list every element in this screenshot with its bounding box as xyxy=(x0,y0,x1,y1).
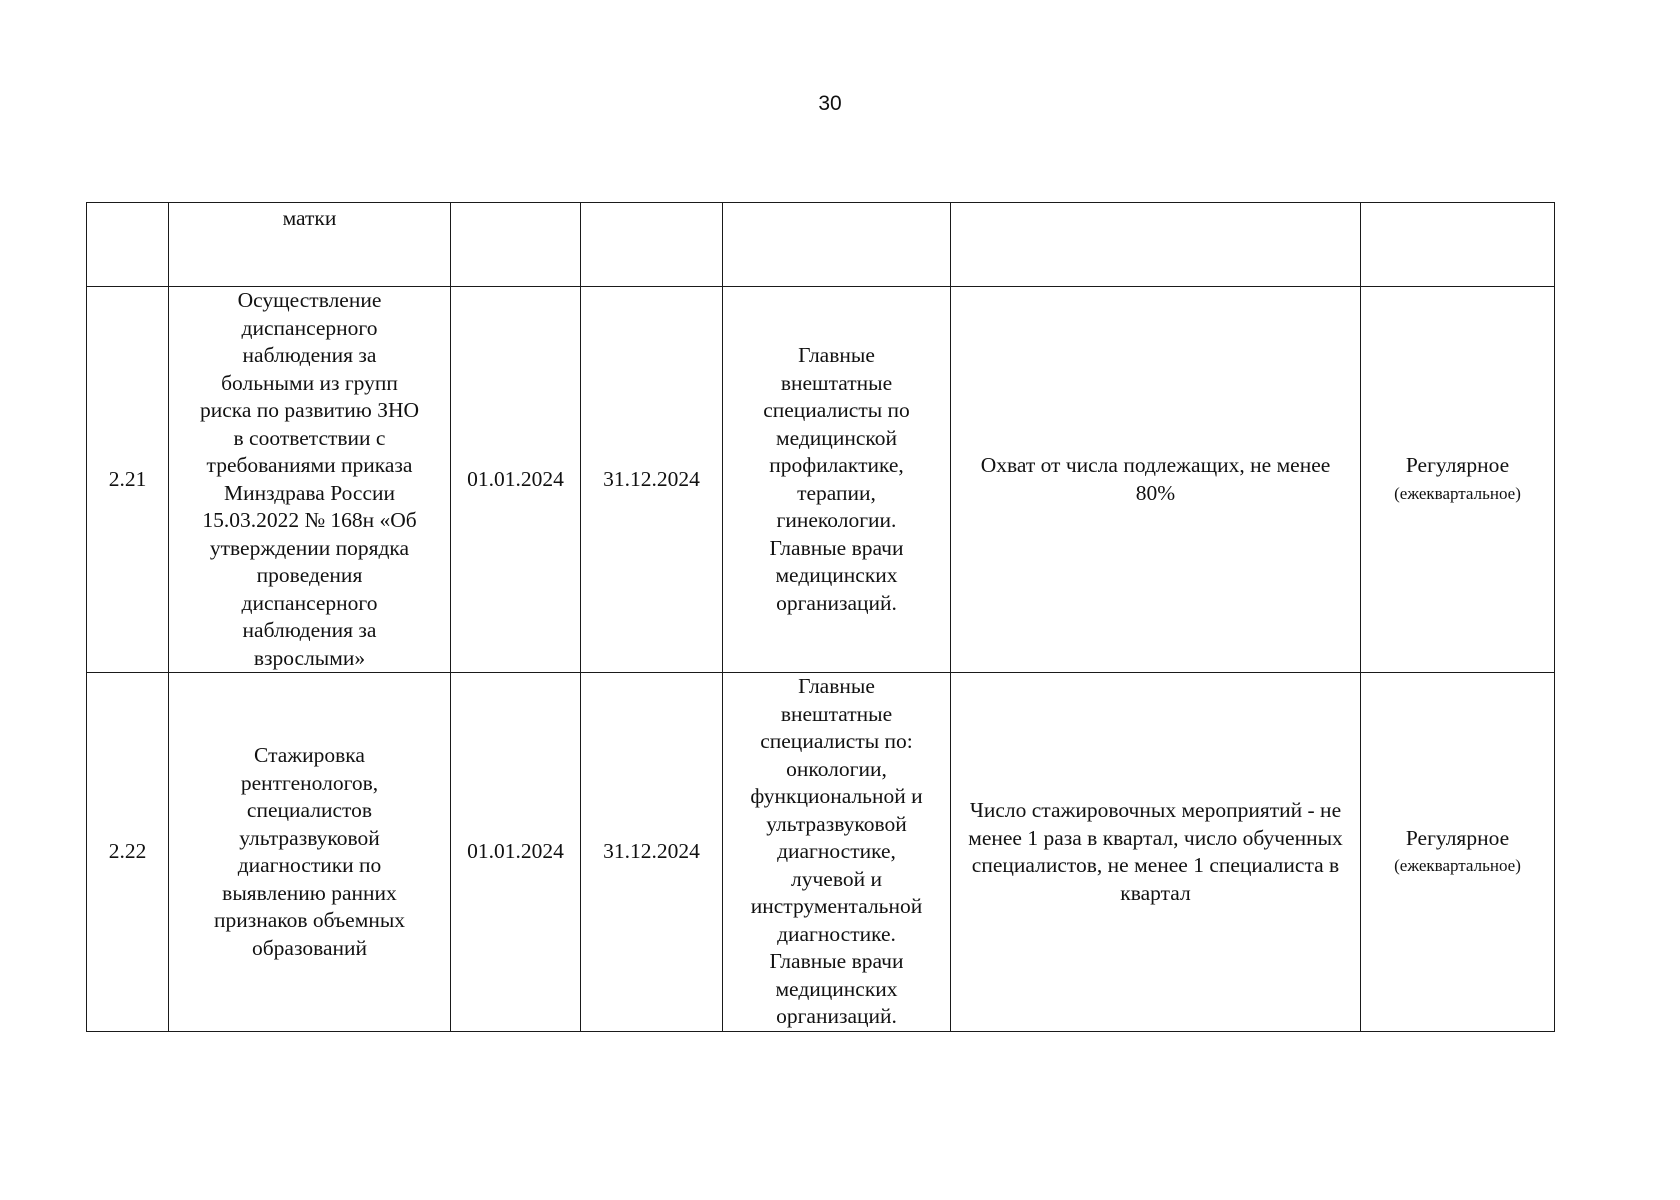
line: внештатные xyxy=(780,701,893,726)
line: признаков объемных xyxy=(213,908,406,932)
cell-end-date xyxy=(581,203,723,287)
line: диагностике, xyxy=(777,839,896,864)
cell-start-date: 01.01.2024 xyxy=(451,673,581,1032)
activity-name xyxy=(175,742,444,962)
frequency-note: (ежеквартальное) xyxy=(1394,856,1521,875)
line: утверждении порядка xyxy=(209,535,410,560)
cell-indicator xyxy=(951,287,1361,673)
frequency-note: (ежеквартальное) xyxy=(1394,483,1521,503)
line: инструментальной xyxy=(750,894,923,919)
line: Осуществление xyxy=(237,288,382,312)
line: специалисты по: xyxy=(760,729,913,754)
line: организаций. xyxy=(776,1004,897,1029)
responsible-text xyxy=(729,673,944,1031)
cell-end-date: 31.12.2024 xyxy=(581,287,723,673)
line: менее 1 раза в квартал, число обученных xyxy=(968,825,1343,850)
continuation-text: матки xyxy=(282,206,337,230)
line: Стажировка xyxy=(254,743,365,767)
line: ультразвуковой xyxy=(239,825,380,850)
line: Главные врачи xyxy=(769,535,904,560)
line: Главные врачи xyxy=(769,949,904,974)
line: диагностики по xyxy=(237,853,382,877)
line: функциональной и xyxy=(750,784,923,809)
line: диспансерного xyxy=(241,590,378,615)
page-number: 30 xyxy=(818,92,842,115)
line: диагностике. xyxy=(777,921,896,946)
line: специалисты по xyxy=(763,398,910,422)
line: медицинской xyxy=(776,425,897,450)
line: квартал xyxy=(1120,880,1191,905)
line: медицинских xyxy=(775,976,898,1001)
cell-start-date xyxy=(451,203,581,287)
indicator-text xyxy=(957,797,1354,907)
indicator-text xyxy=(957,452,1354,507)
cell-activity-name xyxy=(169,287,451,673)
cell-start-date: 01.01.2024 xyxy=(451,287,581,673)
line: Охват от числа подлежащих, не менее xyxy=(980,453,1331,477)
line: 80% xyxy=(1135,480,1176,505)
line: специалистов, не менее 1 специалиста в xyxy=(971,853,1340,877)
cell-number: 2.21 xyxy=(87,287,169,673)
line: выявлению ранних xyxy=(222,880,397,905)
line: требованиями приказа xyxy=(206,453,413,477)
line: лучевой и xyxy=(791,866,882,891)
line: рентгенологов, xyxy=(240,770,379,795)
cell-number: 2.22 xyxy=(87,673,169,1032)
line: проведения xyxy=(256,563,363,587)
line: в соответствии с xyxy=(233,425,386,450)
cell-indicator xyxy=(951,203,1361,287)
frequency-value: Регулярное xyxy=(1405,825,1510,850)
cell-frequency xyxy=(1361,203,1555,287)
cell-activity-name xyxy=(169,203,451,287)
line: взрослыми» xyxy=(253,645,366,670)
line: больными из групп xyxy=(221,370,398,395)
line: внештатные xyxy=(780,370,893,395)
line: наблюдения за xyxy=(242,618,377,642)
line: образований xyxy=(251,935,368,960)
line: организаций. xyxy=(776,590,897,615)
cell-indicator xyxy=(951,673,1361,1032)
table-row-continuation xyxy=(87,203,1555,287)
line: медицинских xyxy=(775,563,898,587)
line: Главные xyxy=(798,343,875,367)
line: профилактике, xyxy=(769,453,904,477)
activity-name xyxy=(175,287,444,672)
cell-responsible xyxy=(723,673,951,1032)
line: ультразвуковой xyxy=(766,811,907,836)
cell-end-date: 31.12.2024 xyxy=(581,673,723,1032)
line: гинекологии. xyxy=(776,508,897,532)
line: Минздрава России xyxy=(223,480,396,505)
cell-frequency xyxy=(1361,287,1555,673)
frequency-value: Регулярное xyxy=(1405,453,1510,477)
cell-number xyxy=(87,203,169,287)
cell-responsible xyxy=(723,203,951,287)
line: терапии, xyxy=(797,480,876,505)
line: специалистов xyxy=(246,798,373,822)
cell-responsible xyxy=(723,287,951,673)
line: онкологии, xyxy=(786,756,887,781)
responsible-text xyxy=(729,342,944,617)
table-row xyxy=(87,287,1555,673)
table-row xyxy=(87,673,1555,1032)
line: диспансерного xyxy=(241,315,378,340)
line: наблюдения за xyxy=(242,343,377,367)
line: Главные xyxy=(798,674,875,699)
line: риска по развитию ЗНО xyxy=(199,398,420,422)
line: 15.03.2022 № 168н «Об xyxy=(202,508,417,532)
frequency-text xyxy=(1367,452,1548,507)
cell-activity-name xyxy=(169,673,451,1032)
line: Число стажировочных мероприятий - не xyxy=(969,798,1342,822)
plan-table xyxy=(86,202,1555,1032)
cell-frequency xyxy=(1361,673,1555,1032)
frequency-text xyxy=(1367,825,1548,880)
